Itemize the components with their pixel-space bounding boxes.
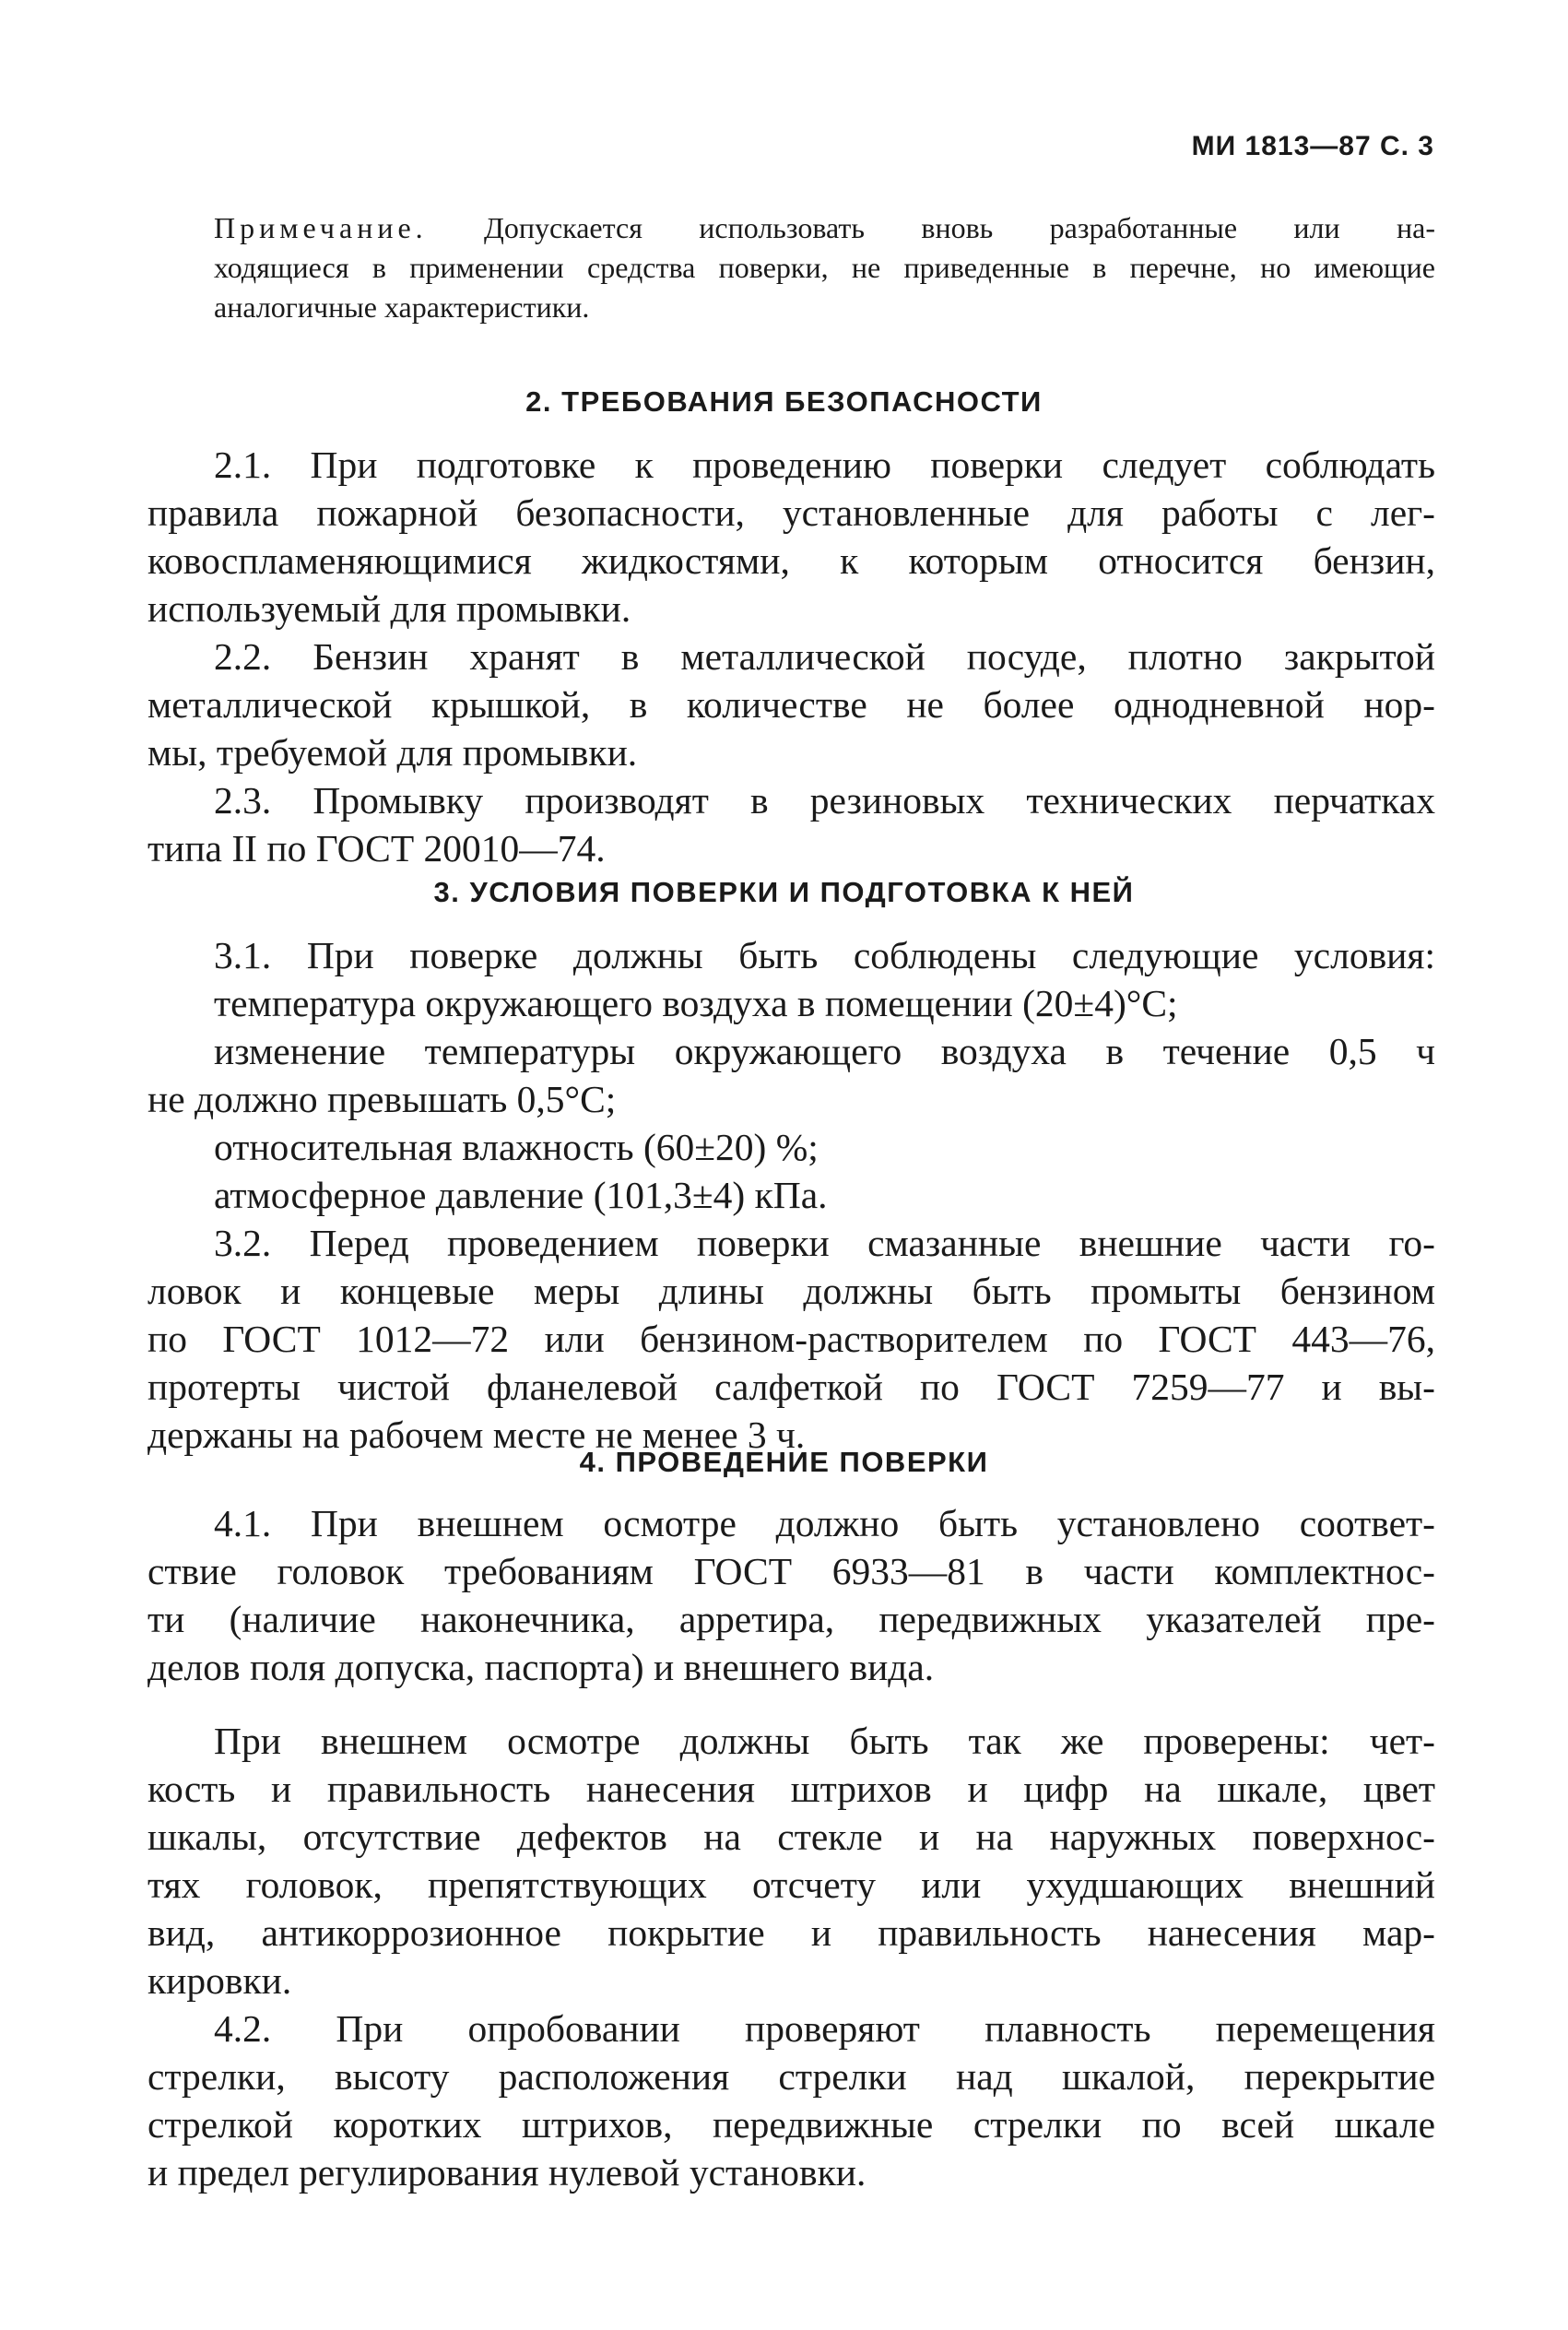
section-2-body (147, 441, 1435, 872)
text-line: шкалы, отсутствие дефектов на стекле и на наружных поверхнос- (147, 1816, 1435, 1858)
section-3-body (147, 931, 1435, 1459)
text-line: стрелки, высоту расположения стрелки над шкалой, перекрытие (147, 2055, 1435, 2098)
text-line: 4.2. При опробовании проверяют плавность перемещения (214, 2007, 1435, 2050)
page-header: МИ 1813—87 С. 3 (1191, 131, 1434, 161)
section-2-heading: 2. ТРЕБОВАНИЯ БЕЗОПАСНОСТИ (525, 385, 1043, 418)
note-label: Примечание. (214, 211, 428, 244)
text-line: правила пожарной безопасности, установленные для работы с лег- (147, 491, 1435, 534)
text-line: атмосферное давление (101,3±4) кПа. (214, 1174, 828, 1216)
text-line: протерты чистой фланелевой салфеткой по ГОСТ 7259—77 и вы- (147, 1366, 1435, 1408)
text-line: 4.1. При внешнем осмотре должно быть установлено соответ- (214, 1502, 1435, 1544)
section-4-heading: 4. ПРОВЕДЕНИЕ ПОВЕРКИ (579, 1446, 989, 1478)
text-line: изменение температуры окружающего воздуха в течение 0,5 ч (214, 1030, 1435, 1072)
text-line: При внешнем осмотре должны быть так же проверены: чет- (214, 1720, 1435, 1762)
text-line: вид, антикоррозионное покрытие и правильность нанесения мар- (147, 1911, 1435, 1954)
note-line: ходящиеся в применении средства поверки, не приведенные в перечне, но имеющие (214, 251, 1435, 284)
text-line: не должно превышать 0,5°С; (147, 1078, 617, 1120)
text-line: температура окружающего воздуха в помещении (20±4)°С; (214, 982, 1178, 1024)
text-line: и предел регулирования нулевой установки. (147, 2151, 867, 2194)
text-line: металлической крышкой, в количестве не более однодневной нор- (147, 683, 1435, 726)
text-line: кость и правильность нанесения штрихов и цифр на шкале, цвет (147, 1768, 1435, 1810)
text-line: ствие головок требованиям ГОСТ 6933—81 в части комплектнос- (147, 1550, 1435, 1592)
note-paragraph (214, 208, 1435, 327)
note-line: аналогичные характеристики. (214, 290, 590, 324)
text-line: держаны на рабочем месте не менее 3 ч. (147, 1413, 806, 1456)
text-line: 2.1. При подготовке к проведению поверки следует соблюдать (214, 444, 1435, 486)
text-line: стрелкой коротких штрихов, передвижные стрелки по всей шкале (147, 2103, 1435, 2146)
section-4-body (147, 1499, 1435, 2196)
text-line: делов поля допуска, паспорта) и внешнего вида. (147, 1646, 935, 1688)
text-line: ковоспламеняющимися жидкостями, к которым относится бензин, (147, 539, 1435, 582)
text-line: тях головок, препятствующих отсчету или ухудшающих внешний (147, 1863, 1435, 1906)
note-line: Примечание. Допускается использовать вновь разработанные или на- (214, 211, 1435, 244)
text-line: типа II по ГОСТ 20010—74. (147, 827, 606, 869)
text-line: 3.1. При поверке должны быть соблюдены следующие условия: (214, 934, 1435, 976)
text-line: по ГОСТ 1012—72 или бензином-растворителем по ГОСТ 443—76, (147, 1318, 1435, 1360)
text-line: 2.2. Бензин хранят в металлической посуде, плотно закрытой (214, 635, 1435, 678)
text-line: мы, требуемой для промывки. (147, 731, 638, 774)
text-line: ловок и концевые меры длины должны быть промыты бензином (147, 1270, 1435, 1312)
text-line: 3.2. Перед проведением поверки смазанные внешние части го- (214, 1222, 1435, 1264)
section-3-heading: 3. УСЛОВИЯ ПОВЕРКИ И ПОДГОТОВКА К НЕЙ (433, 876, 1135, 908)
text-line: 2.3. Промывку производят в резиновых технических перчатках (214, 779, 1435, 822)
text-line: ти (наличие наконечника, арретира, передвижных указателей пре- (147, 1598, 1435, 1640)
text-line: кировки. (147, 1959, 292, 2002)
text-line: используемый для промывки. (147, 587, 631, 630)
text-line: относительная влажность (60±20) %; (214, 1126, 819, 1168)
